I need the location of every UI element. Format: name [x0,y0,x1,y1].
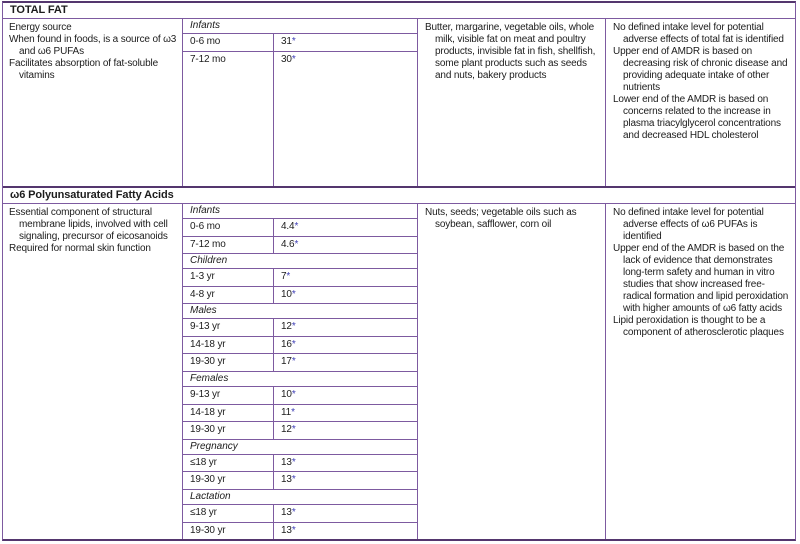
footnote-asterisk: * [291,456,296,468]
food-source-item: Nuts, seeds; vegetable oils such as soybean, safflower, corn oil [425,207,577,230]
function-cell [3,19,183,186]
adverse-effect-item: Lower end of the AMDR is based on concerns related to the increase in plasma triacylglycerol concentrations and decreased HDL cholesterol [613,94,781,141]
age-range: 1-3 yr [183,269,274,286]
ai-value [274,387,296,404]
age-range: ≤18 yr [183,505,274,522]
footnote-asterisk: * [294,221,299,232]
adverse-effects-cell [606,204,795,539]
ai-number: 13 [281,474,292,486]
age-group-header: Infants [183,204,417,219]
ai-value [274,405,295,422]
age-range: ≤18 yr [183,455,274,472]
age-group-header: Lactation [183,490,417,505]
ai-number: 13 [281,456,292,468]
ai-number: 7 [281,271,287,283]
adverse-effect-item: Upper end of AMDR is based on decreasing risk of chronic disease and providing adequate intake of other nutrients [613,46,788,93]
footnote-asterisk: * [291,338,296,350]
footnote-asterisk: * [291,474,296,486]
ai-value [274,269,290,286]
age-range: 7-12 mo [183,52,274,186]
subtable-row [183,422,417,440]
subtable-row [183,387,417,405]
section-body [3,204,795,539]
ai-number: 12 [281,321,292,333]
subtable-row [183,287,417,305]
ai-number: 17 [281,356,292,368]
ai-value [274,455,296,472]
adverse-effects-cell [606,19,795,186]
age-range: 19-30 yr [183,523,274,540]
footnote-asterisk: * [294,238,299,250]
ai-value [274,287,296,304]
ai-value [274,237,298,254]
subtable-row [183,319,417,337]
section-header-total-fat: TOTAL FAT [3,3,795,19]
footnote-asterisk: * [291,356,296,368]
ai-value [274,52,296,186]
subtable-row [183,354,417,372]
age-range: 19-30 yr [183,354,274,371]
ai-values-subtable [183,19,418,186]
ai-value [274,34,296,51]
function-item: Facilitates absorption of fat-soluble vitamins [9,58,158,81]
adverse-effect-item: Lipid peroxidation is thought to be a component of atherosclerotic plaques [613,315,784,338]
ai-number: 10 [281,389,292,401]
subtable-row [183,472,417,490]
ai-number: 4.4 [281,221,295,232]
footnote-asterisk: * [291,406,295,418]
footnote-asterisk: * [291,36,296,47]
ai-number: 10 [281,288,292,300]
footnote-asterisk: * [291,288,296,300]
subtable-row [183,337,417,355]
food-sources-cell [418,204,606,539]
subtable-row [183,34,417,52]
age-range: 9-13 yr [183,319,274,336]
function-item: When found in foods, is a source of ω3 and ω6 PUFAs [9,34,177,57]
function-item: Required for normal skin function [9,243,151,254]
age-group-header: Females [183,372,417,387]
ai-number: 4.6 [281,238,295,250]
age-range: 4-8 yr [183,287,274,304]
footnote-asterisk: * [291,321,296,333]
ai-number: 16 [281,338,292,350]
age-range: 19-30 yr [183,472,274,489]
ai-value [274,354,296,371]
ai-value [274,472,296,489]
ai-values-subtable [183,204,418,539]
age-range: 0-6 mo [183,34,274,51]
ai-number: 31 [281,36,292,47]
age-range: 19-30 yr [183,422,274,439]
dri-nutrient-table [2,1,796,541]
ai-value [274,319,296,336]
function-item: Essential component of structural membrane lipids, involved with cell signaling, precursor of eicosanoids [9,207,168,242]
subtable-row [183,237,417,255]
footnote-asterisk: * [291,54,296,65]
age-group-header: Children [183,254,417,269]
age-range: 0-6 mo [183,219,274,236]
age-range: 7-12 mo [183,237,274,254]
adverse-effect-item: Upper end of the AMDR is based on the lack of evidence that demonstrates long-term safety and human in vitro studies that show increased free-radical formation and lipid peroxidation with higher amounts of ω6 fatty acids [613,243,789,314]
age-group-header: Males [183,304,417,319]
ai-number: 12 [281,424,292,436]
footnote-asterisk: * [291,506,296,518]
footnote-asterisk: * [291,389,296,401]
age-range: 14-18 yr [183,337,274,354]
section-body [3,19,795,186]
ai-value [274,219,298,236]
ai-number: 11 [281,406,292,418]
footnote-asterisk: * [286,271,291,283]
age-range: 9-13 yr [183,387,274,404]
section-omega6-pufa [3,186,795,539]
age-group-header: Pregnancy [183,440,417,455]
subtable-row [183,523,417,540]
subtable-row [183,405,417,423]
subtable-row [183,269,417,287]
section-header-omega6: ω6 Polyunsaturated Fatty Acids [3,188,795,204]
ai-value [274,422,296,439]
ai-value [274,523,296,540]
ai-number: 13 [281,506,292,518]
subtable-row [183,455,417,473]
subtable-row [183,505,417,523]
adverse-effect-item: No defined intake level for potential adverse effects of ω6 PUFAs is identified [613,207,764,242]
ai-number: 30 [281,54,292,65]
section-total-fat [3,3,795,186]
subtable-row [183,52,417,186]
food-sources-cell [418,19,606,186]
age-range: 14-18 yr [183,405,274,422]
food-source-item: Butter, margarine, vegetable oils, whole milk, visible fat on meat and poultry products, invisible fat in fish, shellfish, some plant products such as seeds and nuts, bakery products [425,22,596,81]
function-item: Energy source [9,22,72,33]
subtable-row [183,219,417,237]
age-group-header: Infants [183,19,417,34]
ai-value [274,337,296,354]
adverse-effect-item: No defined intake level for potential adverse effects of total fat is identified [613,22,784,45]
ai-value [274,505,296,522]
ai-number: 13 [281,524,292,536]
footnote-asterisk: * [291,424,296,436]
function-cell [3,204,183,539]
footnote-asterisk: * [291,524,296,536]
